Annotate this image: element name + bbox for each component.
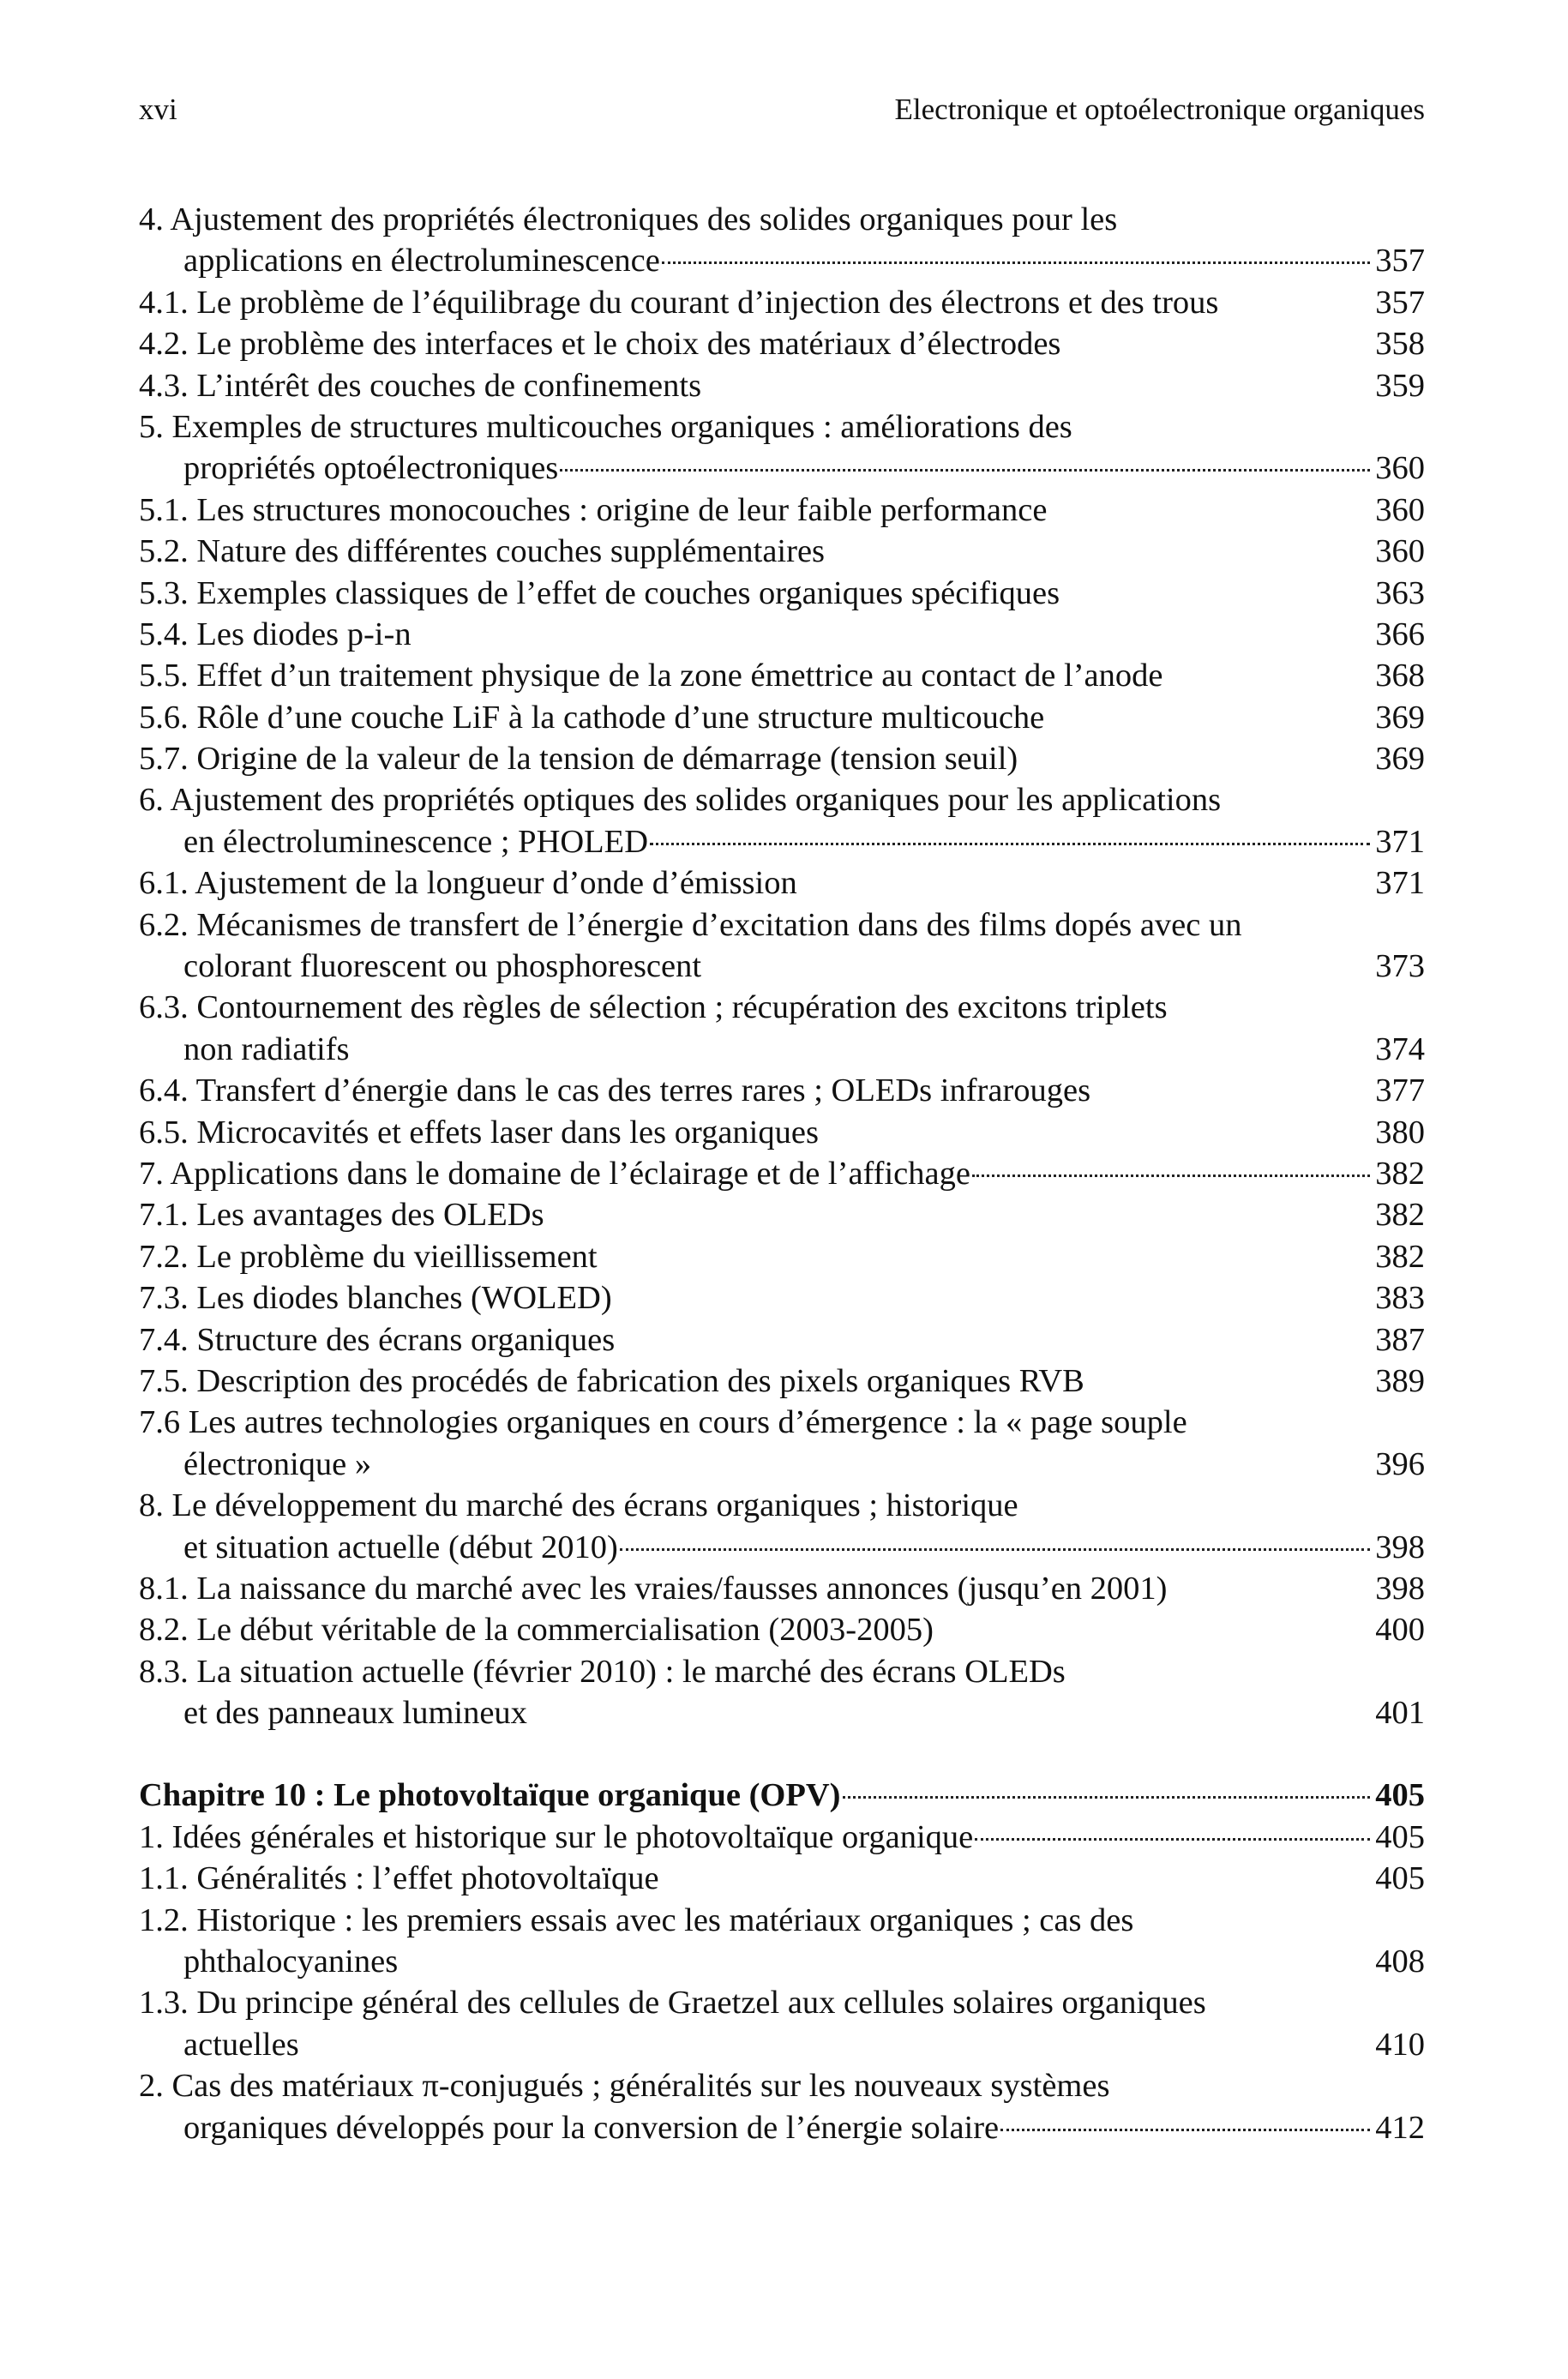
toc-page-number: 373	[1372, 946, 1425, 987]
toc-page-number: 366	[1372, 614, 1425, 655]
toc-entry-line	[139, 1112, 1425, 1153]
toc-entry[interactable]	[139, 779, 1425, 862]
toc-entry-line	[139, 199, 1425, 240]
toc-entry-line	[139, 573, 1425, 614]
toc-entry-line	[139, 1153, 1425, 1194]
toc-entry[interactable]	[139, 1070, 1425, 1111]
toc-entry-text: actuelles	[183, 2026, 299, 2063]
toc-entry-text: 4.2. Le problème des interfaces et le choix des matériaux d’électrodes	[139, 326, 1061, 363]
toc-entry-line	[139, 1982, 1425, 2023]
toc-entry-text: 1.3. Du principe général des cellules de Graetzel aux cellules solaires organiques	[139, 1985, 1206, 2022]
toc-page-number: 387	[1372, 1319, 1425, 1361]
toc-entry-line	[139, 987, 1425, 1028]
toc-entry-line	[139, 1651, 1425, 1692]
toc-entry-text: non radiatifs	[183, 1030, 350, 1067]
toc-page-number: 401	[1372, 1692, 1425, 1733]
toc-entry-text: 6.4. Transfert d’énergie dans le cas des terres rares ; OLEDs infrarouges	[139, 1072, 1091, 1109]
dot-leader	[620, 1548, 1370, 1551]
toc-entry-line	[139, 862, 1425, 904]
toc-entry-line	[139, 1858, 1425, 1899]
toc-entry-text: applications en électroluminescence	[183, 240, 660, 281]
toc-entry-line	[139, 406, 1425, 448]
toc-page-number: 382	[1375, 1155, 1425, 1192]
toc-entry-text: 5.1. Les structures monocouches : origine de leur faible performance	[139, 491, 1048, 528]
toc-entry[interactable]	[139, 573, 1425, 614]
toc-page-number: 357	[1375, 243, 1425, 279]
toc-entry-line	[139, 697, 1425, 738]
toc-page-number: 357	[1372, 282, 1425, 323]
toc-entry-text: 4. Ajustement des propriétés électroniques des solides organiques pour les	[139, 201, 1118, 237]
toc-entry[interactable]	[139, 697, 1425, 738]
dot-leader	[975, 1838, 1370, 1841]
toc-entry-text: 5.2. Nature des différentes couches supplémentaires	[139, 533, 826, 570]
toc-page-number: 371	[1372, 862, 1425, 904]
toc-entry[interactable]	[139, 1112, 1425, 1153]
toc-entry[interactable]	[139, 282, 1425, 323]
toc-page-number: 360	[1372, 531, 1425, 572]
toc-entry-text: 6.2. Mécanismes de transfert de l’énergie d’excitation dans des films dopés avec un	[139, 906, 1242, 943]
dot-leader	[972, 1174, 1370, 1177]
toc-entry-text: 5.7. Origine de la valeur de la tension de démarrage (tension seuil)	[139, 741, 1018, 778]
toc-entry[interactable]	[139, 531, 1425, 572]
dot-leader	[662, 261, 1370, 264]
toc-entry[interactable]	[139, 614, 1425, 655]
toc-entry-line	[139, 1277, 1425, 1319]
toc-entry[interactable]	[139, 1485, 1425, 1568]
toc-entry[interactable]	[139, 2065, 1425, 2148]
toc-entry-line	[139, 821, 1425, 862]
toc-entry[interactable]	[139, 1361, 1425, 1402]
page-folio: xvi	[139, 93, 177, 126]
toc-entry-text: 5.5. Effet d’un traitement physique de la zone émettrice au contact de l’anode	[139, 658, 1163, 694]
running-header	[139, 93, 1425, 135]
toc-page-number: 377	[1372, 1070, 1425, 1111]
toc-entry-line	[139, 1485, 1425, 1526]
chapter-page-number: 405	[1375, 1777, 1425, 1814]
toc-entry-line	[139, 1236, 1425, 1277]
toc-page-number: 359	[1372, 365, 1425, 406]
toc-entry-line	[139, 946, 1425, 987]
table-of-contents	[139, 199, 1425, 2148]
toc-page-number: 410	[1372, 2024, 1425, 2065]
toc-entry-text: 6. Ajustement des propriétés optiques des solides organiques pour les applications	[139, 782, 1222, 819]
toc-entry[interactable]	[139, 987, 1425, 1070]
toc-entry-line	[139, 448, 1425, 489]
toc-entry-line	[139, 1817, 1425, 1858]
toc-entry[interactable]	[139, 738, 1425, 779]
toc-entry-line	[139, 779, 1425, 820]
toc-entry-line	[139, 1402, 1425, 1443]
toc-entry[interactable]	[139, 1900, 1425, 1983]
toc-entry-text: 4.3. L’intérêt des couches de confinements	[139, 367, 702, 404]
toc-entry-text: 6.3. Contournement des règles de sélection ; récupération des excitons triplets	[139, 989, 1168, 1026]
toc-entry-text: 1. Idées générales et historique sur le photovoltaïque organique	[139, 1817, 973, 1858]
toc-entry-line	[139, 904, 1425, 946]
toc-entry[interactable]	[139, 1153, 1425, 1194]
dot-leader	[560, 469, 1370, 472]
toc-page-number: 383	[1372, 1277, 1425, 1319]
toc-page-number: 368	[1372, 655, 1425, 696]
toc-page-number: 382	[1372, 1236, 1425, 1277]
toc-entry-text: 7.4. Structure des écrans organiques	[139, 1321, 616, 1358]
toc-page-number: 374	[1372, 1029, 1425, 1070]
toc-entry-text: colorant fluorescent ou phosphorescent	[183, 948, 702, 985]
toc-entry[interactable]	[139, 1236, 1425, 1277]
toc-entry-text: électronique »	[183, 1445, 372, 1482]
toc-entry-text: 7.1. Les avantages des OLEDs	[139, 1197, 544, 1234]
toc-entry[interactable]	[139, 406, 1425, 490]
toc-entry[interactable]	[139, 1982, 1425, 2065]
toc-page-number: 400	[1372, 1609, 1425, 1650]
toc-entry-text: 1.1. Généralités : l’effet photovoltaïque	[139, 1860, 659, 1897]
toc-page-number: 405	[1372, 1858, 1425, 1899]
toc-entry-text: 8.2. Le début véritable de la commercialisation (2003-2005)	[139, 1612, 934, 1649]
toc-entry-line	[139, 2065, 1425, 2106]
toc-entry[interactable]	[139, 365, 1425, 406]
toc-entry-text: et des panneaux lumineux	[183, 1695, 527, 1732]
toc-entry-text: 5.4. Les diodes p-i-n	[139, 616, 412, 652]
toc-entry-line	[139, 1692, 1425, 1733]
toc-entry-text: 8. Le développement du marché des écrans organiques ; historique	[139, 1487, 1018, 1524]
toc-entry-text: phthalocyanines	[183, 1943, 399, 1980]
toc-entry[interactable]	[139, 1609, 1425, 1650]
toc-entry-text: 5. Exemples de structures multicouches organiques : améliorations des	[139, 408, 1072, 445]
toc-entry-text: et situation actuelle (début 2010)	[183, 1527, 618, 1568]
toc-entry-text: 6.1. Ajustement de la longueur d’onde d’émission	[139, 865, 797, 902]
toc-entry-line	[139, 1319, 1425, 1361]
toc-page-number: 405	[1375, 1818, 1425, 1855]
toc-page-number: 408	[1372, 1941, 1425, 1982]
toc-entry-line	[139, 1941, 1425, 1982]
toc-entry-text: en électroluminescence ; PHOLED	[183, 821, 648, 862]
toc-entry-text: 7. Applications dans le domaine de l’éclairage et de l’affichage	[139, 1153, 970, 1194]
toc-entry-line	[139, 1361, 1425, 1402]
toc-entry-line	[139, 1609, 1425, 1650]
toc-page-number: 360	[1372, 490, 1425, 531]
toc-entry[interactable]	[139, 199, 1425, 282]
toc-entry[interactable]	[139, 1817, 1425, 1858]
dot-leader	[843, 1796, 1371, 1799]
toc-entry-line	[139, 365, 1425, 406]
toc-entry-line	[139, 282, 1425, 323]
toc-entry-line	[139, 323, 1425, 364]
toc-entry[interactable]	[139, 323, 1425, 364]
toc-entry[interactable]	[139, 1277, 1425, 1319]
toc-entry-text: 5.6. Rôle d’une couche LiF à la cathode d’une structure multicouche	[139, 699, 1045, 736]
chapter-title: Chapitre 10 : Le photovoltaïque organique (OPV)	[139, 1775, 841, 1816]
toc-page-number: 369	[1372, 738, 1425, 779]
toc-entry-text: propriétés optoélectroniques	[183, 448, 558, 489]
toc-entry-line	[139, 655, 1425, 696]
toc-page-number: 371	[1375, 823, 1425, 860]
toc-entry-text: 8.1. La naissance du marché avec les vraies/fausses annonces (jusqu’en 2001)	[139, 1570, 1168, 1607]
toc-entry-text: 7.6 Les autres technologies organiques en cours d’émergence : la « page souple	[139, 1404, 1187, 1441]
dot-leader	[650, 843, 1370, 845]
toc-entry[interactable]	[139, 655, 1425, 696]
toc-entry[interactable]	[139, 862, 1425, 904]
toc-entry-line	[139, 490, 1425, 531]
toc-entry[interactable]	[139, 1858, 1425, 1899]
toc-entry-line	[139, 1527, 1425, 1568]
toc-entry[interactable]	[139, 1402, 1425, 1485]
toc-page-number: 369	[1372, 697, 1425, 738]
toc-page-number: 363	[1372, 573, 1425, 614]
toc-entry-line	[139, 614, 1425, 655]
toc-entry-line	[139, 1444, 1425, 1485]
toc-entry-text: 1.2. Historique : les premiers essais avec les matériaux organiques ; cas des	[139, 1901, 1134, 1938]
toc-page-number: 380	[1372, 1112, 1425, 1153]
toc-entry[interactable]	[139, 1651, 1425, 1734]
toc-page-number: 382	[1372, 1194, 1425, 1235]
toc-entry-line	[139, 2024, 1425, 2065]
toc-page-number: 389	[1372, 1361, 1425, 1402]
toc-entry-line	[139, 738, 1425, 779]
toc-entry-line	[139, 240, 1425, 281]
toc-entry-line	[139, 1194, 1425, 1235]
toc-entry-text: 8.3. La situation actuelle (février 2010) : le marché des écrans OLEDs	[139, 1653, 1066, 1690]
toc-entry-text: organiques développés pour la conversion de l’énergie solaire	[183, 2107, 999, 2148]
toc-entry-text: 2. Cas des matériaux π-conjugués ; généralités sur les nouveaux systèmes	[139, 2068, 1110, 2105]
chapter-heading[interactable]	[139, 1775, 1425, 1816]
toc-entry-line	[139, 2107, 1425, 2148]
toc-entry[interactable]	[139, 1194, 1425, 1235]
toc-page-number: 412	[1375, 2109, 1425, 2146]
toc-entry-text: 7.5. Description des procédés de fabrication des pixels organiques RVB	[139, 1362, 1084, 1399]
running-title: Electronique et optoélectronique organiques	[894, 93, 1425, 126]
toc-entry-text: 4.1. Le problème de l’équilibrage du courant d’injection des électrons et des trous	[139, 284, 1219, 321]
toc-page-number: 398	[1372, 1568, 1425, 1609]
toc-entry[interactable]	[139, 904, 1425, 988]
toc-entry-line	[139, 1029, 1425, 1070]
toc-page-number: 398	[1375, 1529, 1425, 1565]
chapter-heading-line	[139, 1775, 1425, 1816]
toc-entry-text: 5.3. Exemples classiques de l’effet de couches organiques spécifiques	[139, 574, 1060, 611]
toc-entry-line	[139, 1568, 1425, 1609]
toc-entry-line	[139, 1900, 1425, 1941]
toc-entry-text: 7.3. Les diodes blanches (WOLED)	[139, 1280, 612, 1317]
toc-entry[interactable]	[139, 1319, 1425, 1361]
toc-page-number: 358	[1372, 323, 1425, 364]
toc-entry-line	[139, 531, 1425, 572]
toc-entry[interactable]	[139, 490, 1425, 531]
toc-entry[interactable]	[139, 1568, 1425, 1609]
toc-entry-line	[139, 1070, 1425, 1111]
dot-leader	[1000, 2129, 1370, 2131]
toc-page-number: 396	[1372, 1444, 1425, 1485]
toc-entry-text: 7.2. Le problème du vieillissement	[139, 1238, 598, 1275]
section-gap	[139, 1733, 1425, 1775]
toc-page-number: 360	[1375, 450, 1425, 487]
toc-entry-text: 6.5. Microcavités et effets laser dans les organiques	[139, 1114, 819, 1150]
